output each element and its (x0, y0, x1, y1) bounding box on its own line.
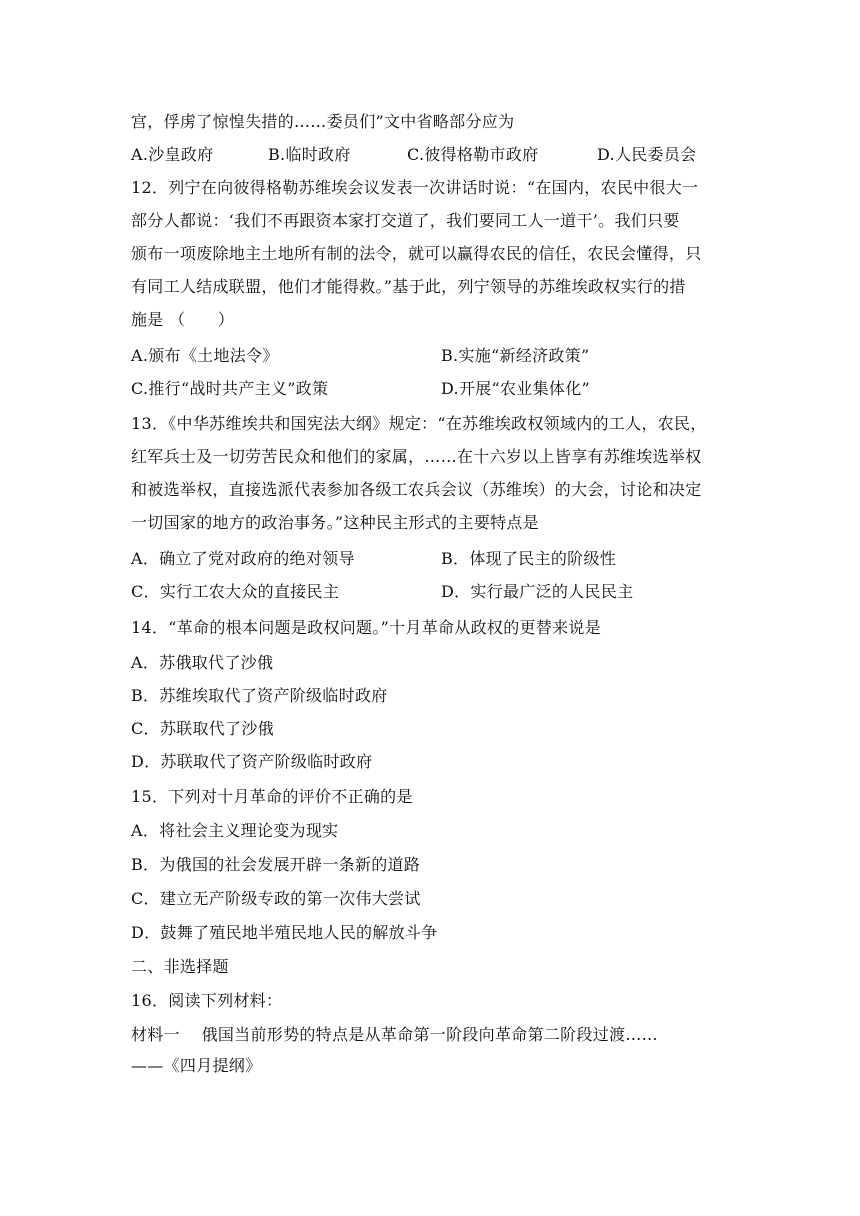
q13-option-d: D．实行最广泛的人民民主 (441, 582, 634, 601)
q14-stem: 14．“革命的根本问题是政权问题。”十月革命从政权的更替来说是 (131, 618, 602, 637)
q11-option-a: A.沙皇政府 (131, 145, 214, 164)
q11-stem-tail: 宫，俘虏了惊惶失措的……委员们”文中省略部分应为 (131, 112, 515, 131)
q15-option-d: D．鼓舞了殖民地半殖民地人民的解放斗争 (131, 923, 438, 942)
q13-stem-line-4: 一切国家的地方的政治事务。”这种民主形式的主要特点是 (131, 513, 539, 532)
q11-option-c: C.彼得格勒市政府 (407, 145, 539, 164)
q12-stem-line-2: 部分人都说：‘我们不再跟资本家打交道了，我们要同工人一道干’。我们只要 (131, 211, 680, 230)
q11-option-b: B.临时政府 (268, 145, 351, 164)
q15-option-a: A．将社会主义理论变为现实 (131, 821, 339, 840)
q16-source-1: ——《四月提纲》 (131, 1056, 262, 1075)
q13-stem-line-2: 红军兵士及一切劳苦民众和他们的家属，……在十六岁以上皆享有苏维埃选举权 (131, 447, 702, 466)
q14-option-b: B．苏维埃取代了资产阶级临时政府 (131, 686, 388, 705)
q11-option-d: D.人民委员会 (597, 145, 697, 164)
q12-stem-line-3: 颁布一项废除地主土地所有制的法令，就可以赢得农民的信任，农民会懂得，只 (131, 244, 702, 263)
q15-option-b: B．为俄国的社会发展开辟一条新的道路 (131, 855, 421, 874)
q13-option-c: C．实行工农大众的直接民主 (131, 582, 340, 601)
q12-option-b: B.实施“新经济政策” (441, 346, 590, 365)
q12-option-a: A.颁布《土地法令》 (131, 346, 279, 365)
q16-stem: 16．阅读下列材料： (131, 991, 283, 1010)
q12-stem-line-4: 有同工人结成联盟，他们才能得救。”基于此，列宁领导的苏维埃政权实行的措 (131, 277, 686, 296)
q15-stem: 15．下列对十月革命的评价不正确的是 (131, 787, 413, 806)
q13-option-b: B．体现了民主的阶级性 (441, 549, 617, 568)
q13-stem-line-3: 和被选举权，直接选派代表参加各级工农兵会议（苏维埃）的大会，讨论和决定 (131, 480, 702, 499)
q16-material-1: 材料一 俄国当前形势的特点是从革命第一阶段向革命第二阶段过渡…… (131, 1025, 658, 1044)
q12-stem-line-1: 12．列宁在向彼得格勒苏维埃会议发表一次讲话时说：“在国内，农民中很大一 (131, 178, 699, 197)
q12-option-c: C.推行“战时共产主义”政策 (131, 379, 329, 398)
section-heading: 二、非选择题 (131, 957, 229, 976)
q14-option-d: D．苏联取代了资产阶级临时政府 (131, 752, 373, 771)
q12-option-d: D.开展“农业集体化” (441, 379, 591, 398)
q14-option-c: C．苏联取代了沙俄 (131, 719, 274, 738)
q14-option-a: A．苏俄取代了沙俄 (131, 653, 274, 672)
q13-option-a: A．确立了党对政府的绝对领导 (131, 549, 355, 568)
q15-option-c: C．建立无产阶级专政的第一次伟大尝试 (131, 889, 421, 908)
q13-stem-line-1: 13．《中华苏维埃共和国宪法大纲》规定：“在苏维埃政权领域内的工人，农民， (131, 414, 707, 433)
q12-stem-line-5: 施是 （ ） (131, 310, 235, 329)
